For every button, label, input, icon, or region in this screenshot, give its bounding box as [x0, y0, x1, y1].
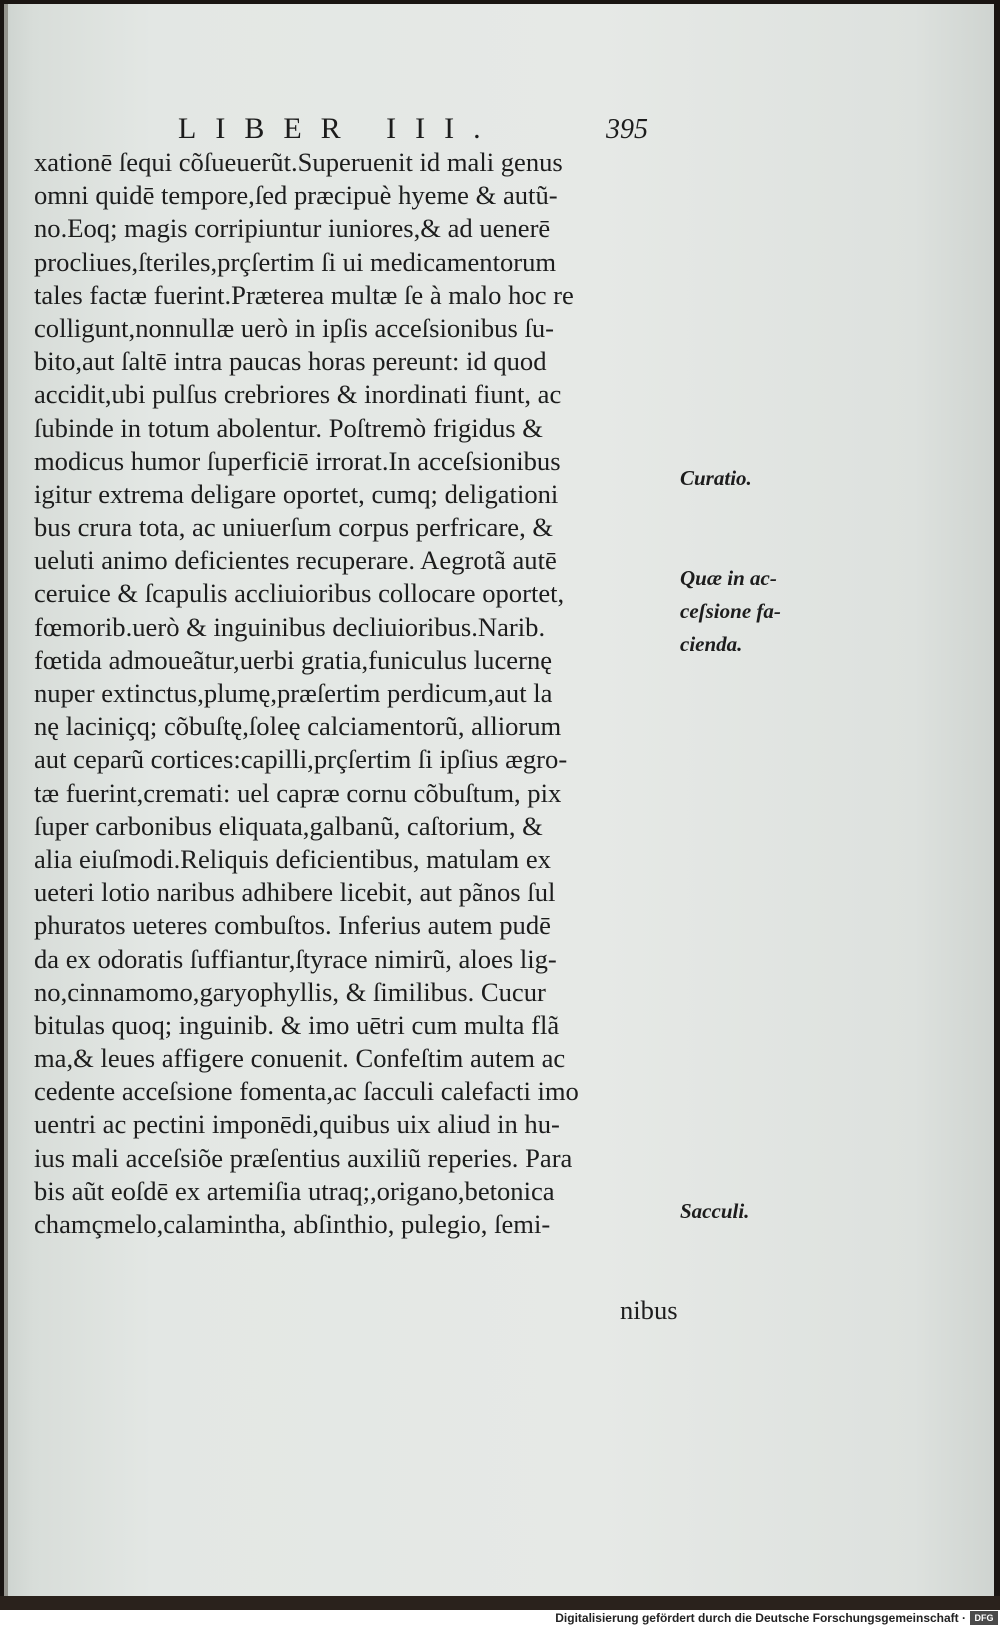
text-line: modicus humor ſuperficiē irrorat.In acceſsionibus — [34, 445, 561, 476]
margin-note-cienda: cienda. — [680, 632, 743, 656]
text-line: igitur extrema deligare oportet, cumq; deligationi — [34, 478, 559, 509]
text-line: tæ fuerint,cremati: uel capræ cornu cõbuſtum, pix — [34, 777, 562, 808]
text-line: bus crura tota, ac uniuerſum corpus perfricare, & — [34, 512, 554, 543]
text-line: procliues,ſteriles,prçſertim ſi ui medicamentorum — [34, 246, 557, 277]
text-line: ueteri lotio naribus adhibere licebit, aut pãnos ſul — [34, 877, 556, 908]
text-line: accidit,ubi pulſus crebriores & inordinati fiunt, ac — [34, 379, 562, 410]
text-line: ſubinde in totum abolentur. Poſtremò frigidus & — [34, 412, 543, 443]
page-binding-edge — [4, 4, 8, 1596]
text-line: ueluti animo deficientes recuperare. Aegrotã autē — [34, 545, 557, 576]
margin-note-cessione-fa: ceſsione fa- — [680, 599, 781, 623]
dfg-logo: DFG — [970, 1611, 998, 1625]
text-line: xationē ſequi cõſueuerũt.Superuenit id mali genus — [34, 147, 563, 177]
text-line: phuratos ueteres combuſtos. Inferius autem pudē — [34, 910, 551, 941]
text-line: ma,& leues affigere conuenit. Confeſtim autem ac — [34, 1043, 566, 1074]
text-line: tales factæ fuerint.Præterea multæ ſe à malo hoc re — [34, 279, 574, 310]
footer-bar — [0, 1610, 1000, 1627]
text-line: nuper extinctus,plumę,præſertim perdicum,aut la — [34, 678, 553, 708]
scan-bottom-border — [0, 1596, 1000, 1610]
page-number: 395 — [606, 114, 648, 145]
text-line: bis aũt eoſdē ex artemiſia utraq;,origano,betonica — [34, 1175, 555, 1206]
text-line: ceruice & ſcapulis accliuioribus collocare oportet, — [34, 578, 565, 609]
text-line: no,cinnamomo,garyophyllis, & ſimilibus. Cucur — [34, 976, 546, 1007]
body-text — [34, 146, 674, 1241]
text-line: omni quidē tempore,ſed præcipuè hyeme & autũ- — [34, 180, 558, 211]
text-line: fœmorib.uerò & inguinibus decliuioribus.Narib. — [34, 611, 546, 642]
catchword: nibus — [620, 1295, 678, 1325]
text-line: uentri ac pectini imponēdi,quibus uix aliud in hu- — [34, 1109, 560, 1140]
text-line: ius mali acceſsiõe præſentius auxiliũ reperies. Para — [34, 1142, 573, 1173]
text-line: da ex odoratis ſuffiantur,ſtyrace nimirũ, aloes lig- — [34, 943, 557, 974]
margin-note-curatio: Curatio. — [680, 466, 752, 490]
text-line: nę laciniçq; cõbuſtę,ſoleę calciamentorũ, alliorum — [34, 711, 562, 742]
running-title: LIBER III. — [178, 112, 500, 145]
digitization-credit: Digitalisierung gefördert durch die Deutsche Forschungsgemeinschaft · — [555, 1611, 966, 1625]
margin-note-sacculi: Sacculi. — [680, 1199, 750, 1223]
text-line: chamçmelo,calamintha, abſinthio, pulegio, ſemi- — [34, 1209, 551, 1239]
text-line: colligunt,nonnullæ uerò in ipſis acceſsionibus ſu- — [34, 312, 554, 343]
text-line: no.Eoq; magis corripiuntur iuniores,& ad uenerē — [34, 213, 551, 244]
text-line: bitulas quoq; inguinib. & imo uētri cum multa flã — [34, 1009, 560, 1040]
text-line: aut ceparũ cortices:capilli,prçſertim ſi ipſius ægro- — [34, 744, 568, 775]
text-line: ſuper carbonibus eliquata,galbanũ, caſtorium, & — [34, 810, 543, 841]
text-line: alia eiuſmodi.Reliquis deficientibus, matulam ex — [34, 843, 551, 874]
text-line: cedente acceſsione fomenta,ac ſacculi calefacti imo — [34, 1076, 579, 1107]
text-line: fœtida admoueãtur,uerbi gratia,funiculus lucernę — [34, 644, 553, 675]
margin-note-quae-in-accessione: Quæ in ac- — [680, 566, 777, 590]
text-line: bito,aut ſaltē intra paucas horas pereunt: id quod — [34, 346, 547, 377]
